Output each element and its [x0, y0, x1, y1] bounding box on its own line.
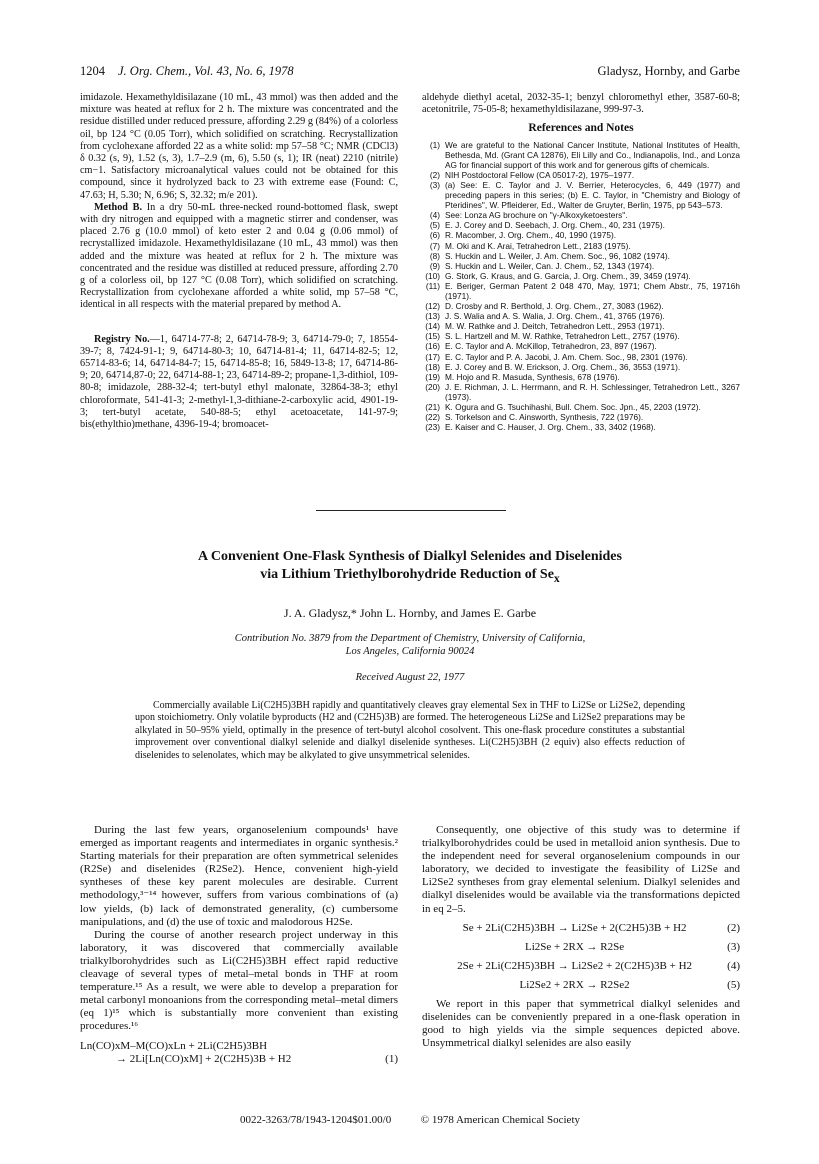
reference-number: (22)	[425, 412, 440, 423]
reference-item	[422, 422, 740, 432]
equation-number: (3)	[727, 940, 740, 953]
references-heading: References and Notes	[528, 122, 634, 135]
equation-formula: Se + 2Li(C2H5)3BH → Li2Se + 2(C2H5)3B + H2	[462, 921, 687, 934]
section-divider	[316, 510, 506, 511]
registry-continued: aldehyde diethyl acetal, 2032-35-1; benzyl chloromethyl ether, 3587-60-8; acetonitrile, 75-05-8; hexamethyldisilazane, 999-97-3.	[422, 92, 740, 116]
reference-item	[422, 210, 740, 220]
equation-number: (2)	[727, 921, 740, 934]
reference-item	[422, 271, 740, 281]
reference-number: (1)	[429, 139, 440, 150]
reference-number: (12)	[425, 301, 440, 312]
reference-number: (23)	[425, 422, 440, 433]
reference-number: (7)	[429, 240, 440, 251]
affiliation	[80, 632, 740, 658]
reference-number: (10)	[425, 270, 440, 281]
title-line-1: A Convenient One-Flask Synthesis of Dialkyl Selenides and Diselenides	[198, 549, 622, 564]
title-subscript: x	[553, 571, 560, 585]
reference-text: D. Crosby and R. Berthold, J. Org. Chem., 27, 3083 (1962).	[445, 301, 664, 312]
reference-number: (8)	[429, 250, 440, 261]
registry-text: —1, 64714-77-8; 2, 64714-78-9; 3, 64714-79-0; 7, 18554-39-7; 8, 7424-91-1; 9, 64714-80-3; 10, 64714-81-4; 11, 64714-82-5; 12, 65714-83-6; 14, 64714-84-7; 15, 64714-85-8; 16, 5849-13-8; 17, 64714-86-9; 20, 64714,87-0; 22, 64714-88-1; 23, 64714-89-2; propane-1,3-dithiol, 109-80-8; imidazole, 288-32-4; tert-butyl ethyl malonate, 32864-38-3; ethyl chloroformate, 541-41-3; 2-methyl-1,3-dithiane-2-carboxylic acid, 4901-19-3; tert-butyl acetate, 540-88-5; ethyl acetoacetate, 141-97-9; bis(ethylthio)methane, 4396-19-4; bromoacet-	[80, 333, 398, 431]
reference-text: E. Kaiser and C. Hauser, J. Org. Chem., 33, 3402 (1968).	[445, 422, 656, 433]
reference-item	[422, 301, 740, 311]
equation-number: (5)	[727, 978, 740, 991]
body-left-column	[80, 824, 398, 1066]
reference-number: (3)	[429, 179, 440, 190]
equation-number: (4)	[727, 959, 740, 972]
reference-text: S. Huckin and L. Weiler, J. Am. Chem. Soc., 96, 1082 (1974).	[445, 250, 670, 261]
reference-text: E. J. Corey and D. Seebach, J. Org. Chem., 40, 231 (1975).	[445, 220, 665, 231]
reference-text: J. S. Walia and A. S. Walia, J. Org. Chem., 41, 3765 (1976).	[445, 311, 665, 322]
reference-text: M. W. Rathke and J. Deitch, Tetrahedron Lett., 2953 (1971).	[445, 321, 665, 332]
reference-text: K. Ogura and G. Tsuchihashi, Bull. Chem. Soc. Jpn., 45, 2203 (1972).	[445, 402, 701, 413]
reference-item	[422, 412, 740, 422]
reference-item	[422, 261, 740, 271]
equation	[422, 941, 740, 954]
reference-item	[422, 362, 740, 372]
reference-number: (16)	[425, 341, 440, 352]
reference-number: (2)	[429, 169, 440, 180]
reference-number: (13)	[425, 311, 440, 322]
equations-block	[422, 922, 740, 992]
method-b-label: Method B.	[94, 201, 143, 213]
left-column-top	[80, 92, 398, 431]
received-date: Received August 22, 1977	[355, 672, 465, 683]
equation-formula: Li2Se2 + 2RX → R2Se2	[519, 978, 630, 991]
title-line-2-text: via Lithium Triethylborohydride Reduction of Se	[260, 567, 554, 582]
registry-paragraph	[80, 334, 398, 432]
reference-item	[422, 402, 740, 412]
reference-text: S. Torkelson and C. Ainsworth, Synthesis, 722 (1976).	[445, 412, 644, 423]
equation-1	[80, 1040, 398, 1066]
header-authors: Gladysz, Hornby, and Garbe	[597, 64, 740, 78]
reference-text: E. C. Taylor and P. A. Jacobi, J. Am. Chem. Soc., 98, 2301 (1976).	[445, 351, 688, 362]
reference-text: M. Hojo and R. Masuda, Synthesis, 678 (1976).	[445, 371, 620, 382]
reference-item	[422, 230, 740, 240]
reference-text: S. Huckin and L. Weiler, Can. J. Chem., 52, 1343 (1974).	[445, 260, 655, 271]
reference-item	[422, 140, 740, 170]
equation	[422, 922, 740, 935]
reference-number: (19)	[425, 371, 440, 382]
equation-formula: 2Se + 2Li(C2H5)3BH → Li2Se2 + 2(C2H5)3B + H2	[457, 959, 693, 972]
footer-copyright: © 1978 American Chemical Society	[420, 1114, 580, 1126]
equation-formula: Li2Se + 2RX → R2Se	[525, 940, 625, 953]
reference-number: (21)	[425, 402, 440, 413]
equation-1-line-b: → 2Li[Ln(CO)xM] + 2(C2H5)3B + H2	[116, 1052, 292, 1065]
right-column-top	[422, 92, 740, 432]
reference-item	[422, 180, 740, 210]
reference-number: (9)	[429, 260, 440, 271]
reference-text: E. Beriger, German Patent 2 048 470, May, 1971; Chem Abstr., 75, 19716h (1971).	[445, 280, 740, 302]
article-authors: J. A. Gladysz,* John L. Hornby, and James E. Garbe	[283, 606, 537, 620]
reference-text: E. C. Taylor and A. McKillop, Tetrahedron, 23, 897 (1967).	[445, 341, 657, 352]
reference-item	[422, 352, 740, 362]
reference-number: (17)	[425, 351, 440, 362]
reference-item	[422, 372, 740, 382]
reference-text: We are grateful to the National Cancer Institute, National Institutes of Health, Bethesda, Md. (Grant CA 12876), Eli Lilly and Co., Indianapolis, Ind., and Lonza AG for financial support of this work and for generous gifts of chemicals.	[445, 139, 740, 170]
method-b-text: In a dry 50-mL three-necked round-bottomed flask, swept with dry nitrogen and equipped with a magnetic stirrer and condenser, was placed 2.76 g (10.0 mmol) of keto ester 2 and 0.04 g (0.06 mmol) of recrystallized imidazole. Hexamethyldisilazane (10 mL, 43 mmol) was then added and the mixture was heated at reflux for 2 h. The mixture was concentrated and the residue was distilled at reduced pressure, affording 2.70 g of a colorless oil, bp 127 °C (0.08 Torr), which solidified on scratching. Recrystallization from cyclohexane afforded a white solid, mp 57–58 °C, identical in all respects with the material prepared by method A.	[80, 201, 399, 311]
intro-paragraph-1: During the last few years, organoselenium compounds¹ have emerged as important reagents and intermediates in organic synthesis.² Starting materials for their preparation are often symmetrical selenides (R2Se) and diselenides (R2Se2). Hence, convenient high-yield syntheses of these key parent molecules are desirable. Current methodology,³⁻¹⁴ however, suffers from various combinations of (a) low yields, (b) lack of demonstrated generality, (c) cumbersome manipulations, and (d) the use of toxic and malodorous H2Se.	[80, 824, 398, 928]
reference-text: G. Stork, G. Kraus, and G. Garcia, J. Org. Chem., 39, 3459 (1974).	[445, 270, 691, 281]
reference-text: M. Oki and K. Arai, Tetrahedron Lett., 2183 (1975).	[445, 240, 631, 251]
reference-item	[422, 241, 740, 251]
reference-text: E. J. Corey and B. W. Erickson, J. Org. Chem., 36, 3553 (1971).	[445, 361, 681, 372]
reference-number: (14)	[425, 321, 440, 332]
equation	[422, 979, 740, 992]
equation-1-number: (1)	[385, 1052, 398, 1065]
page-footer	[80, 1114, 740, 1126]
reference-text: J. E. Richman, J. L. Herrmann, and R. H. Schlessinger, Tetrahedron Lett., 3267 (1973).	[445, 381, 740, 402]
reference-text: See: Lonza AG brochure on "γ-Alkoxyketoesters".	[445, 210, 628, 221]
intro-paragraph-2: During the course of another research project underway in this laboratory, it was discovered that commercially available trialkylborohydrides such as Li(C2H5)3BH effect rapid reductive cleavage of several types of metal–metal bonds in THF at room temperature.¹⁵ As a result, we were able to develop a preparation for metal carbonyl monoanions from the corresponding metal–metal dimers (eq 1)¹⁵ which is substantially more convenient than existing procedures.¹⁶	[80, 928, 398, 1033]
reference-text: R. Macomber, J. Org. Chem., 40, 1990 (1975).	[445, 230, 617, 241]
reference-item	[422, 220, 740, 230]
title-line-2	[80, 566, 740, 588]
objective-paragraph: Consequently, one objective of this study was to determine if trialkylborohydrides could be used in metalloid anion synthesis. Due to the independent need for several organoselenium compounds in our laboratory, we decided to investigate the feasibility of Li2Se and Li2Se2 syntheses from gray elemental selenium. Dialkyl selenides and dialkyl diselenides would be available via the transformations depicted in eq 2–5.	[422, 824, 740, 915]
reference-number: (20)	[425, 381, 440, 392]
reference-item	[422, 170, 740, 180]
affiliation-line-2: Los Angeles, California 90024	[345, 646, 475, 657]
reference-number: (5)	[429, 220, 440, 231]
reference-number: (11)	[425, 280, 440, 291]
registry-label: Registry No.	[94, 333, 150, 345]
reference-item	[422, 311, 740, 321]
footer-code: 0022-3263/78/1943-1204$01.00/0	[239, 1114, 392, 1126]
equation	[422, 960, 740, 973]
references-list	[422, 140, 740, 433]
body-right-column	[422, 824, 740, 1050]
reference-item	[422, 382, 740, 402]
reference-text: NIH Postdoctoral Fellow (CA 05017-2), 1975–1977.	[445, 169, 635, 180]
report-paragraph: We report in this paper that symmetrical dialkyl selenides and diselenides can be conveniently prepared in a one-flask operation in good to high yields via the simple sequences depicted above. Unsymmetrical dialkyl selenides are also easily	[422, 998, 740, 1050]
page-number: 1204	[80, 64, 105, 78]
reference-item	[422, 331, 740, 341]
experimental-paragraph: imidazole. Hexamethyldisilazane (10 mL, 43 mmol) was then added and the mixture was heated at reflux for 2 h. The mixture was concentrated and the residue distilled under reduced pressure, affording 2.29 g (84%) of a colorless oil, bp 124 °C (0.05 Torr), which solidified on scratching. Recrystallization from cyclohexane afforded 22 as a white solid: mp 57–58 °C; NMR (CDCl3) δ 0.32 (s, 9), 1.52 (s, 3), 1.7–2.9 (m, 6), 5.50 (s, 1); IR (neat) 2210 (nitrile) cm−1. Satisfactory microanalytical values could not be obtained for this compound, since it hydrolyzed back to 23 with extreme ease (Found: C, 47.63; H, 5.30; N, 6.96; S, 32.32; m/e 201).	[80, 92, 398, 201]
article-title	[80, 548, 740, 588]
equation-1-line-a: Ln(CO)xM–M(CO)xLn + 2Li(C2H5)3BH	[80, 1039, 268, 1052]
abstract: Commercially available Li(C2H5)3BH rapidly and quantitatively cleaves gray elemental Sex in THF to Li2Se or Li2Se2, depending upon stoichiometry. Only volatile byproducts (H2 and (C2H5)3B) are formed. The heterogeneous Li2Se and Li2Se2 preparations may be alkylated in 50–95% yield, optimally in the presence of tert-butyl alcohol cosolvent. This one-flask procedure constitutes a substantial improvement over conventional dialkyl selenide and dialkyl diselenide syntheses. Li(C2H5)3BH (2 equiv) also effects reduction of diselenides to selenolates, which may be alkylated to give unsymmetrical selenides.	[135, 700, 685, 761]
reference-number: (6)	[429, 230, 440, 241]
reference-number: (18)	[425, 361, 440, 372]
affiliation-line-1: Contribution No. 3879 from the Department of Chemistry, University of California,	[234, 633, 586, 644]
equation-1-line-b-row	[80, 1053, 398, 1066]
reference-number: (4)	[429, 210, 440, 221]
reference-item	[422, 281, 740, 301]
reference-text: (a) See: E. C. Taylor and J. V. Berrier, Heterocycles, 6, 449 (1977) and preceding papers in this series; (b) E. C. Taylor, in "Chemistry and Biology of Pteridines", W. Pfleiderer, Ed., Walter de Gruyter, Berlin, 1975, pp 543–573.	[445, 179, 740, 211]
reference-number: (15)	[425, 331, 440, 342]
reference-item	[422, 321, 740, 331]
reference-item	[422, 251, 740, 261]
reference-text: S. L. Hartzell and M. W. Rathke, Tetrahedron Lett., 2757 (1976).	[445, 331, 680, 342]
method-b-paragraph	[80, 202, 398, 312]
journal-citation: J. Org. Chem., Vol. 43, No. 6, 1978	[118, 64, 294, 78]
reference-item	[422, 341, 740, 351]
